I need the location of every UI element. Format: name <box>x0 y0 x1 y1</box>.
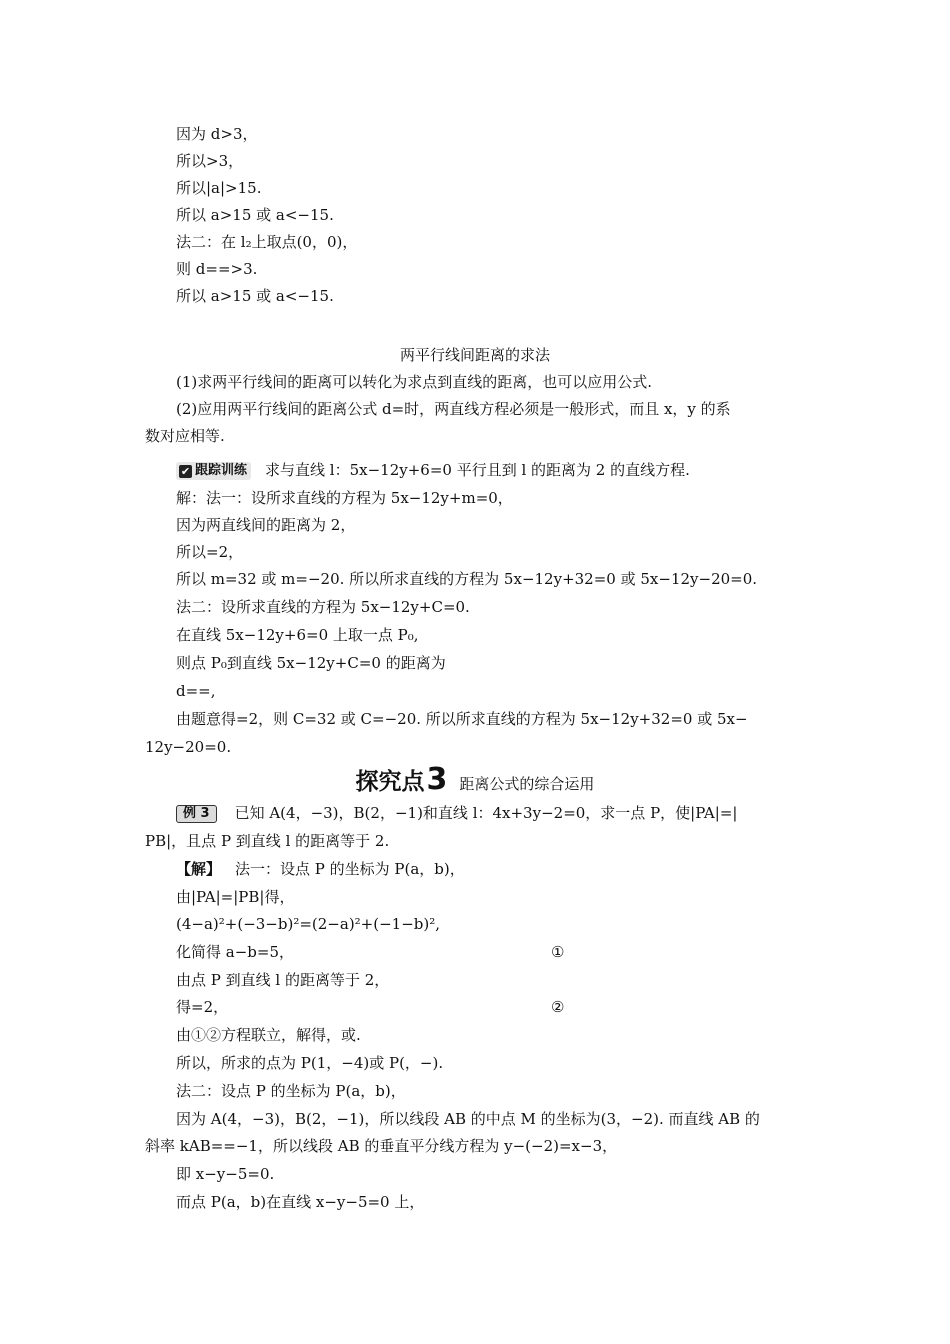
text-line: 所以，所求的点为 P(1，−4)或 P(，−). <box>176 1054 444 1072</box>
text-line: 法二：设所求直线的方程为 5x−12y+C=0. <box>176 598 470 616</box>
summary-item: (2)应用两平行线间的距离公式 d=时，两直线方程必须是一般形式，而且 x，y 的系 <box>176 400 731 418</box>
practice-badge-label: 跟踪训练 <box>195 463 248 478</box>
section-title: 探究点 <box>355 769 425 795</box>
text-line: 在直线 5x−12y+6=0 上取一点 P₀, <box>176 626 419 644</box>
example-badge: 例 3 <box>176 805 217 823</box>
section-subtitle: 距离公式的综合运用 <box>459 775 595 793</box>
text-line: 则点 P₀到直线 5x−12y+C=0 的距离为 <box>176 654 446 672</box>
text-line: 即 x−y−5=0. <box>176 1165 275 1183</box>
solution-line <box>176 859 465 879</box>
text-line: 所以 m=32 或 m=−20. 所以所求直线的方程为 5x−12y+32=0 或 5x−12y−20=0. <box>176 570 758 588</box>
text-line: 所以=2， <box>176 543 244 561</box>
practice-question: 求与直线 l：5x−12y+6=0 平行且到 l 的距离为 2 的直线方程. <box>265 461 690 479</box>
check-icon: ✔ <box>180 465 191 478</box>
section-number: 3 <box>426 762 448 797</box>
practice-question-line <box>176 460 690 480</box>
example-question-cont: PB|，且点 P 到直线 l 的距离等于 2. <box>145 832 390 850</box>
section-heading <box>0 762 950 796</box>
text-line: 由题意得=2，则 C=32 或 C=−20. 所以所求直线的方程为 5x−12y+32=0 或 5x− <box>176 710 748 728</box>
text-line: d==, <box>176 682 216 700</box>
text-line: 得=2， <box>176 998 229 1016</box>
text-line: 而点 P(a，b)在直线 x−y−5=0 上， <box>176 1193 425 1211</box>
summary-item-cont: 数对应相等. <box>145 427 225 445</box>
text-line: 12y−20=0. <box>145 738 232 756</box>
text-line: 斜率 kAB==−1，所以线段 AB 的垂直平分线方程为 y−(−2)=x−3， <box>145 1137 618 1155</box>
text-line: 则 d==>3. <box>176 260 258 278</box>
text-line: 因为两直线间的距离为 2， <box>176 516 356 534</box>
text-line: 化简得 a−b=5， <box>176 943 294 961</box>
text-line: 所以 a>15 或 a<−15. <box>176 287 334 305</box>
text-line: 由①②方程联立，解得，或. <box>176 1026 361 1044</box>
equation-marker: ② <box>551 998 565 1016</box>
solution-label: 【解】 <box>176 860 222 878</box>
text-line: 所以 a>15 或 a<−15. <box>176 206 334 224</box>
text-line: 因为 A(4，−3)，B(2，−1)，所以线段 AB 的中点 M 的坐标为(3，−2). 而直线 AB 的 <box>176 1110 760 1128</box>
text-line: 法二：设点 P 的坐标为 P(a，b)， <box>176 1082 406 1100</box>
text-line: 因为 d>3， <box>176 125 258 143</box>
example-question-line <box>176 803 737 823</box>
text-line: 所以>3， <box>176 152 244 170</box>
summary-item: (1)求两平行线间的距离可以转化为求点到直线的距离，也可以应用公式. <box>176 373 653 391</box>
practice-badge <box>176 462 251 480</box>
equation-marker: ① <box>551 943 565 961</box>
example-question: 已知 A(4，−3)，B(2，−1)和直线 l：4x+3y−2=0，求一点 P，使|PA|=| <box>234 804 738 822</box>
text-line: 法二：在 l₂上取点(0，0)， <box>176 233 358 251</box>
text-line: 由|PA|=|PB|得， <box>176 888 295 906</box>
text-line: 所以|a|>15. <box>176 179 262 197</box>
summary-title: 两平行线间距离的求法 <box>399 346 550 364</box>
text-line: 由点 P 到直线 l 的距离等于 2， <box>176 971 390 989</box>
solution-text: 法一：设点 P 的坐标为 P(a，b)， <box>235 860 465 878</box>
text-line: (4−a)²+(−3−b)²=(2−a)²+(−1−b)², <box>176 915 441 933</box>
text-line: 解：法一：设所求直线的方程为 5x−12y+m=0， <box>176 489 513 507</box>
